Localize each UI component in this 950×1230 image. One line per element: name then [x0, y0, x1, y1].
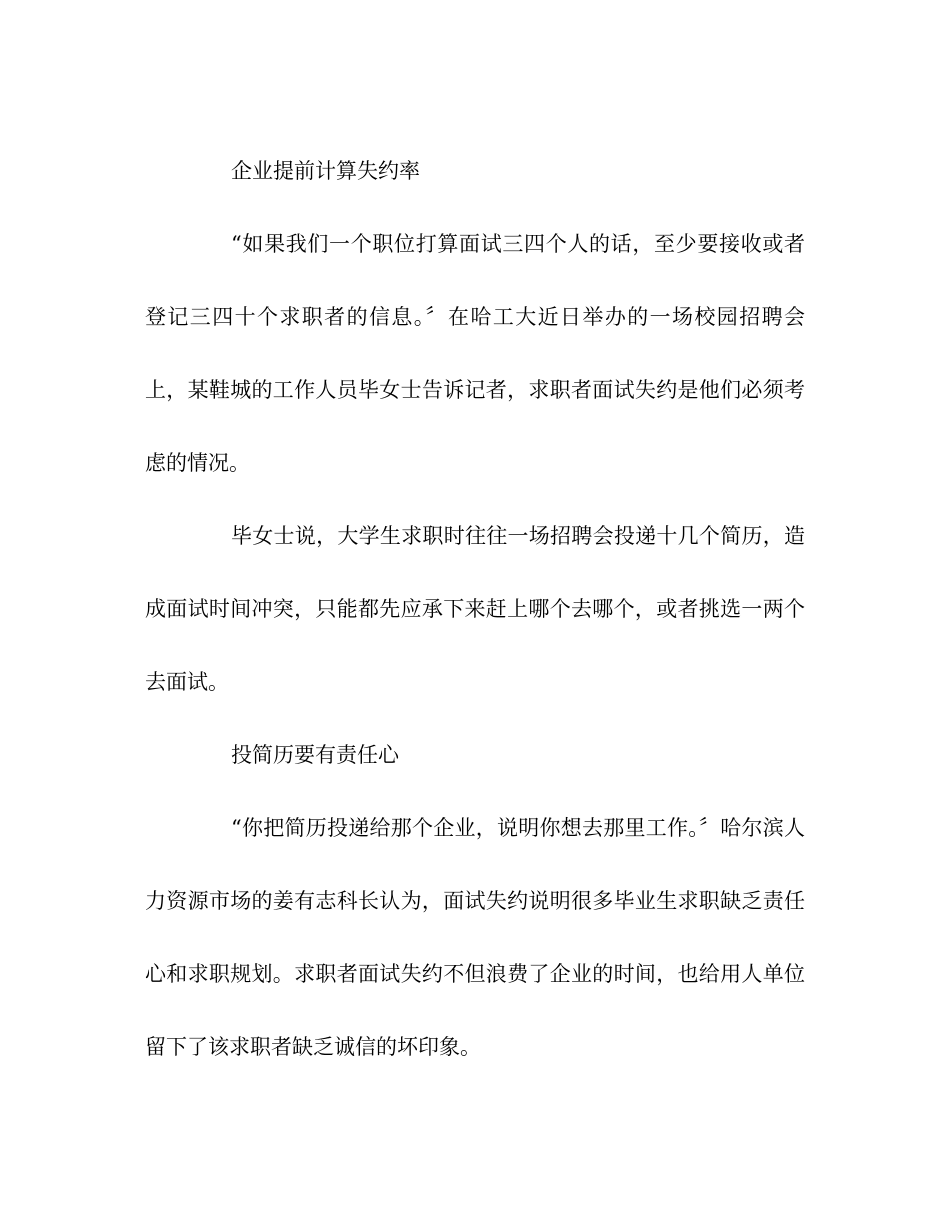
- section-heading-no-show-rate: 企业提前计算失约率: [231, 159, 420, 183]
- paragraph-schedule-conflict: 毕女士说，大学生求职时往往一场招聘会投递十几个简历，造成面试时间冲突，只能都先应承下来赶上哪个去哪个，或者挑选一两个去面试。: [145, 524, 805, 694]
- paragraph-official-quote: “你把简历投递给那个企业，说明你想去那里工作。〞哈尔滨人力资源市场的姜有志科长认为，面试失约说明很多毕业生求职缺乏责任心和求职规划。求职者面试失约不但浪费了企业的时间，也给用人单位留下了该求职者缺乏诚信的坏印象。: [145, 816, 805, 1059]
- paragraph-recruiter-quote: “如果我们一个职位打算面试三四个人的话，至少要接收或者登记三四十个求职者的信息。〞在哈工大近日举办的一场校园招聘会上，某鞋城的工作人员毕女士告诉记者，求职者面试失约是他们必须考虑的情况。: [145, 232, 805, 475]
- document-body: [145, 135, 805, 1084]
- section-heading-responsibility: 投简历要有责任心: [231, 743, 399, 767]
